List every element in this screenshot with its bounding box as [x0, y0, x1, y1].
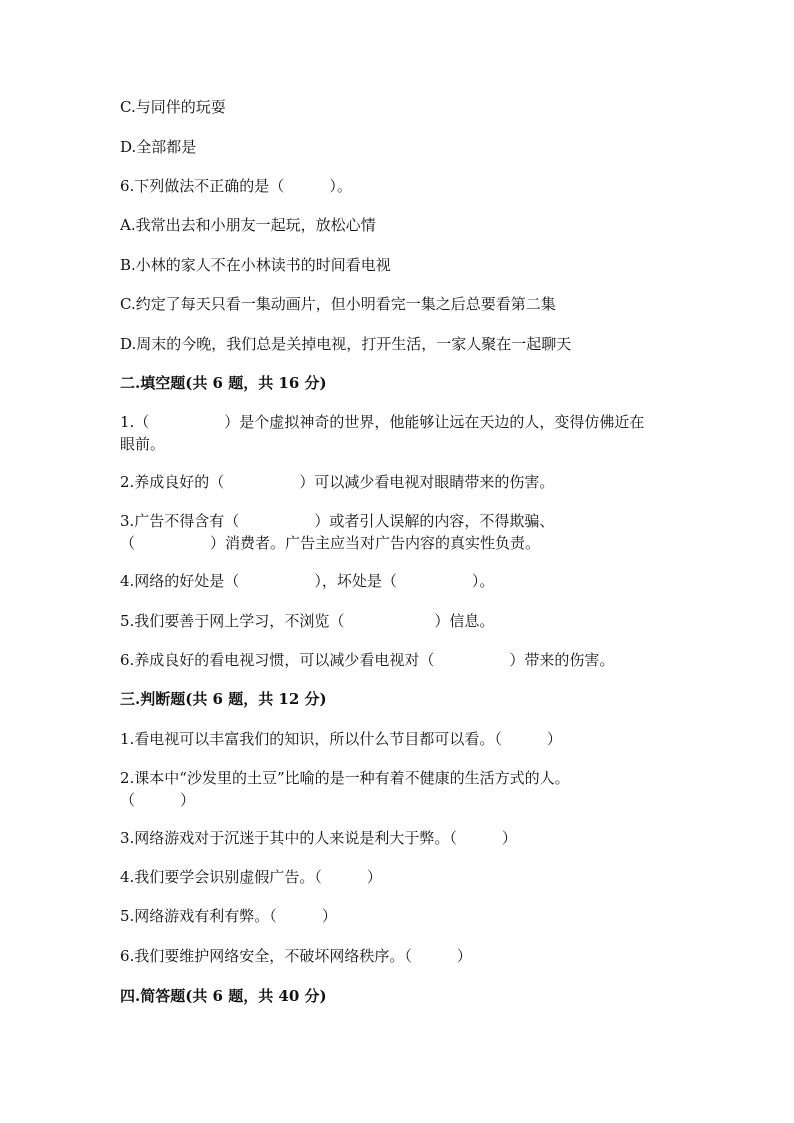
true-false-6: 6.我们要维护网络安全，不破坏网络秩序。（ ）	[120, 947, 472, 965]
question-6-option-d: D.周末的今晚，我们总是关掉电视，打开生活，一家人聚在一起聊天	[120, 335, 572, 353]
question-6-stem: 6.下列做法不正确的是（ ）。	[120, 177, 352, 195]
fill-blank-4: 4.网络的好处是（ ），坏处是（ ）。	[120, 572, 495, 590]
true-false-5: 5.网络游戏有利有弊。（ ）	[120, 907, 337, 925]
question-6-option-c: C.约定了每天只看一集动画片，但小明看完一集之后总要看第二集	[120, 295, 556, 313]
option-d-all: D.全部都是	[120, 138, 197, 156]
section-short-answer-heading: 四.简答题(共 6 题，共 40 分)	[120, 987, 327, 1005]
fill-blank-3-line-2: （ ）消费者。广告主应当对广告内容的真实性负责。	[120, 534, 541, 552]
question-6-option-b: B.小林的家人不在小林读书的时间看电视	[120, 256, 391, 274]
fill-blank-3-line-1: 3.广告不得含有（ ）或者引人误解的内容，不得欺骗、	[120, 512, 555, 530]
option-c-peer-play: C.与同伴的玩耍	[120, 98, 226, 116]
fill-blank-5: 5.我们要善于网上学习，不浏览（ ）信息。	[120, 612, 495, 630]
fill-blank-1-line-1: 1.（ ）是个虚拟神奇的世界，他能够让远在天边的人，变得仿佛近在	[120, 413, 645, 431]
true-false-3: 3.网络游戏对于沉迷于其中的人来说是利大于弊。（ ）	[120, 829, 517, 847]
true-false-2-line-1: 2.课本中“沙发里的土豆”比喻的是一种有着不健康的生活方式的人。	[120, 769, 570, 787]
true-false-1: 1.看电视可以丰富我们的知识，所以什么节目都可以看。（ ）	[120, 730, 562, 748]
section-fill-blank-heading: 二.填空题(共 6 题，共 16 分)	[120, 374, 327, 392]
fill-blank-2: 2.养成良好的（ ）可以减少看电视对眼睛带来的伤害。	[120, 473, 555, 491]
fill-blank-6: 6.养成良好的看电视习惯，可以减少看电视对（ ）带来的伤害。	[120, 651, 615, 669]
fill-blank-1-line-2: 眼前。	[120, 435, 166, 453]
true-false-4: 4.我们要学会识别虚假广告。（ ）	[120, 868, 382, 886]
true-false-2-line-2: （ ）	[120, 791, 196, 809]
question-6-option-a: A.我常出去和小朋友一起玩，放松心情	[120, 216, 376, 234]
section-true-false-heading: 三.判断题(共 6 题，共 12 分)	[120, 690, 327, 708]
